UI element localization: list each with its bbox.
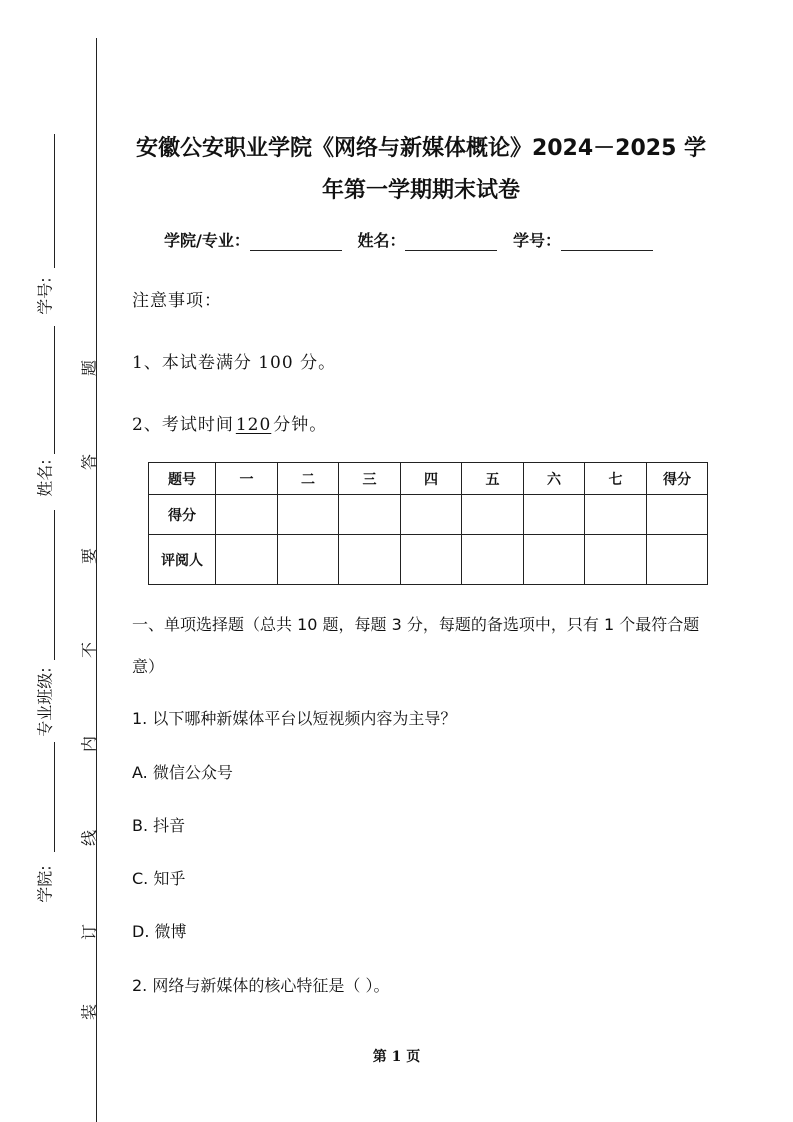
margin-blank-student-id[interactable] (54, 134, 55, 268)
name-label: 姓名： (357, 231, 406, 250)
question-1-option-c[interactable]: C. 知乎 (132, 869, 186, 888)
seal-char: 答 (79, 453, 99, 471)
notes-item-1: 1、本试卷满分 100 分。 (132, 353, 337, 373)
binding-margin-line (96, 38, 97, 1122)
score-cell[interactable] (401, 495, 462, 535)
reviewer-cell[interactable] (585, 535, 647, 585)
score-table-header-cell: 六 (524, 463, 585, 495)
reviewer-cell[interactable] (401, 535, 462, 585)
section-1-heading: 一、单项选择题（总共 10 题，每题 3 分，每题的备选项中，只有 1 个最符合题意） (132, 615, 700, 676)
exam-duration-value: 120 (235, 415, 272, 435)
reviewer-cell[interactable] (647, 535, 708, 585)
question-1-option-b[interactable]: B. 抖音 (132, 816, 186, 835)
margin-label-college: 学院: (35, 865, 55, 903)
question-1-option-d[interactable]: D. 微博 (132, 922, 187, 941)
seal-char: 线 (79, 829, 99, 847)
reviewer-cell[interactable] (339, 535, 401, 585)
score-cell[interactable] (585, 495, 647, 535)
score-table-row-label: 得分 (149, 495, 216, 535)
score-table-header-cell: 五 (462, 463, 524, 495)
score-table-header-cell: 一 (216, 463, 278, 495)
margin-blank-college[interactable] (54, 742, 55, 852)
seal-char: 订 (79, 923, 99, 941)
notes-heading: 注意事项： (132, 291, 222, 311)
seal-char: 题 (79, 359, 99, 377)
question-1-stem: 1. 以下哪种新媒体平台以短视频内容为主导？ (132, 709, 457, 728)
reviewer-cell[interactable] (524, 535, 585, 585)
page-number: 第 1 页 (372, 1049, 421, 1065)
exam-title-line2: 年第一学期期末试卷 (321, 178, 520, 203)
exam-title-line1: 安徽公安职业学院《网络与新媒体概论》2024－2025 学 (135, 136, 707, 161)
score-cell[interactable] (524, 495, 585, 535)
score-table-header-cell: 题号 (149, 463, 216, 495)
score-cell[interactable] (647, 495, 708, 535)
exam-title (128, 128, 714, 212)
score-table-row-label: 评阅人 (149, 535, 216, 585)
score-table-header-cell: 七 (585, 463, 647, 495)
score-cell[interactable] (278, 495, 339, 535)
score-table-header-cell: 四 (401, 463, 462, 495)
college-major-label: 学院/专业： (164, 231, 250, 250)
score-table-header-cell: 得分 (647, 463, 708, 495)
margin-label-major-class: 专业班级: (35, 667, 55, 737)
margin-blank-name[interactable] (54, 326, 55, 454)
reviewer-cell[interactable] (462, 535, 524, 585)
score-table-header-row (149, 463, 708, 495)
score-table-row (149, 495, 708, 535)
reviewer-cell[interactable] (278, 535, 339, 585)
student-info-row (164, 228, 663, 251)
student-id-label: 学号： (513, 231, 562, 250)
score-cell[interactable] (339, 495, 401, 535)
margin-label-name: 姓名: (35, 459, 55, 497)
notes-item-2-prefix: 2、考试时间 (132, 415, 234, 435)
seal-char: 装 (79, 1003, 99, 1021)
notes-item-2 (132, 410, 327, 435)
score-cell[interactable] (462, 495, 524, 535)
score-table-header-cell: 三 (339, 463, 401, 495)
score-table-header-cell: 二 (278, 463, 339, 495)
reviewer-cell[interactable] (216, 535, 278, 585)
college-major-blank[interactable] (250, 232, 342, 251)
seal-char: 内 (79, 735, 99, 753)
question-1-option-a[interactable]: A. 微信公众号 (132, 763, 233, 782)
student-id-blank[interactable] (561, 232, 653, 251)
seal-char: 要 (79, 547, 99, 565)
margin-blank-major-class[interactable] (54, 510, 55, 660)
score-table (148, 462, 708, 585)
score-table-row (149, 535, 708, 585)
score-cell[interactable] (216, 495, 278, 535)
question-2-stem: 2. 网络与新媒体的核心特征是（ ）。 (132, 976, 390, 995)
name-blank[interactable] (405, 232, 497, 251)
notes-item-2-suffix: 分钟。 (273, 415, 328, 435)
seal-char: 不 (79, 641, 99, 659)
margin-label-student-id: 学号: (35, 277, 55, 315)
